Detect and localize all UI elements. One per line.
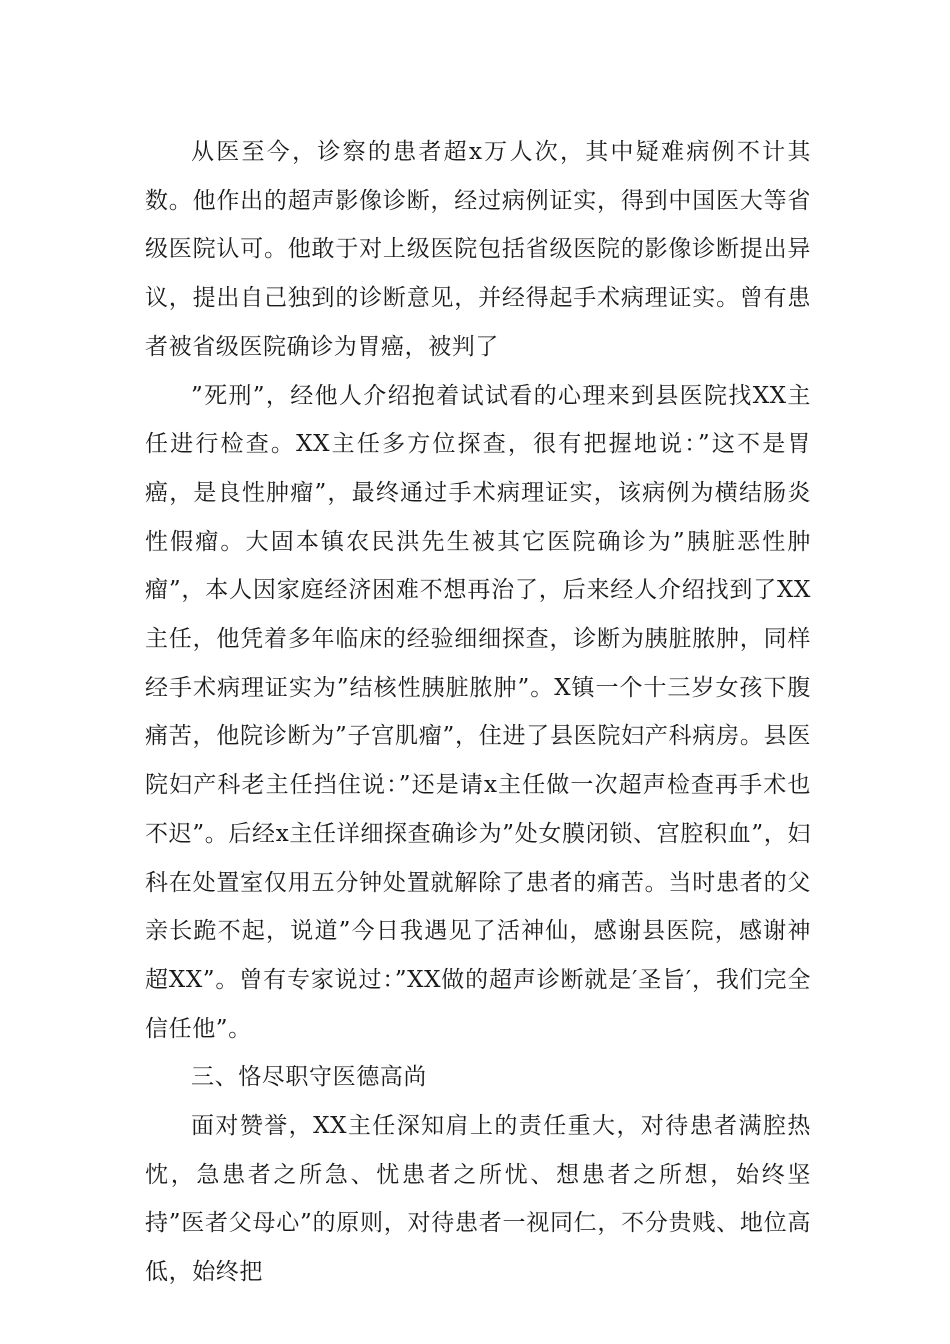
document-body <box>145 128 811 1297</box>
paragraph-medical-ethics: 面对赞誉，XX主任深知肩上的责任重大，对待患者满腔热忱，急患者之所急、忧患者之所忧、想患者之所想，始终坚持”医者父母心”的原则，对待患者一视同仁，不分贵贱、地位高低，始终把 <box>145 1113 811 1286</box>
paragraph-diagnosis-record: 从医至今，诊察的患者超x万人次，其中疑难病例不计其数。他作出的超声影像诊断，经过病例证实，得到中国医大等省级医院认可。他敢于对上级医院包括省级医院的影像诊断提出异议，提出自己独到的诊断意见，并经得起手术病理证实。曾有患者被省级医院确诊为胃癌，被判了 <box>145 139 811 360</box>
section-heading: 三、恪尽职守医德高尚 <box>191 1064 427 1091</box>
paragraph-case-examples: ”死刑”，经他人介绍抱着试试看的心理来到县医院找XX主任进行检查。XX主任多方位探查，很有把握地说：”这不是胃癌，是良性肿瘤”，最终通过手术病理证实，该病例为横结肠炎性假瘤。大固本镇农民洪先生被其它医院确诊为”胰脏恶性肿瘤”，本人因家庭经济困难不想再治了，后来经人介绍找到了XX主任，他凭着多年临床的经验细细探查，诊断为胰脏脓肿，同样经手术病理证实为”结核性胰脏脓肿”。X镇一个十三岁女孩下腹痛苦，他院诊断为”子宫肌瘤”，住进了县医院妇产科病房。县医院妇产科老主任挡住说：”还是请x主任做一次超声检查再手术也不迟”。后经x主任详细探查确诊为”处女膜闭锁、宫腔积血”，妇科在处置室仅用五分钟处置就解除了患者的痛苦。当时患者的父亲长跪不起，说道”今日我遇见了活神仙，感谢县医院，感谢神超XX”。曾有专家说过：”XX做的超声诊断就是′圣旨′，我们完全信任他”。 <box>145 382 811 1042</box>
